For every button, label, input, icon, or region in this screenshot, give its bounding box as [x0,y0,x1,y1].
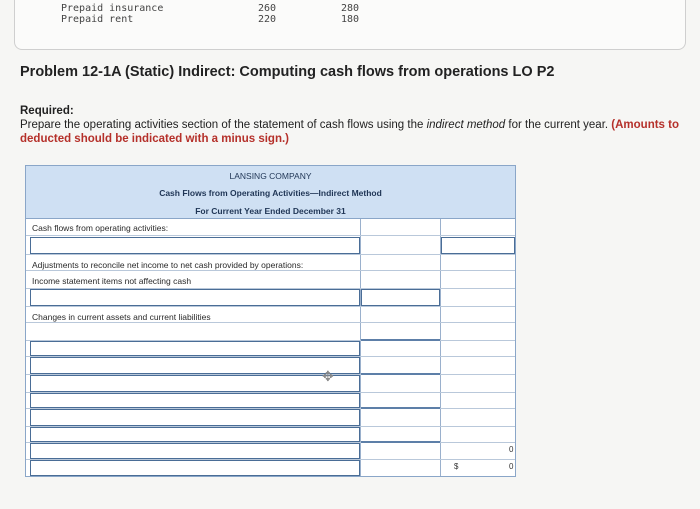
net-income-label-input[interactable] [30,237,360,254]
row-divider [26,235,515,236]
move-cursor-icon: ✥ [322,368,334,384]
cell-underline [361,373,440,375]
snippet-value: 220 [258,14,277,25]
column-divider [360,219,361,476]
dollar-sign: $ [454,462,459,471]
previous-data-snippet [14,0,686,50]
instructions [20,118,700,146]
cell-underline [361,407,440,409]
company-name: LANSING COMPANY [229,171,312,181]
adjustments-label: Adjustments to reconcile net income to net cash provided by operations: [32,260,304,270]
instruction-text: Prepare the operating activities section of the statement of cash flows using the [20,119,427,131]
required-label: Required: [20,105,74,117]
change-item-input[interactable] [30,341,360,356]
change-item-input[interactable] [30,375,360,392]
statement-period: For Current Year Ended December 31 [195,206,346,216]
total-adjustments-value: 0 [509,445,514,454]
row-divider [26,254,515,255]
instruction-warning: (Amounts to [611,119,680,131]
snippet-row-label: Prepaid rent [61,14,134,25]
statement-header [26,166,515,219]
change-item-input[interactable] [30,409,360,426]
cash-flows-label: Cash flows from operating activities: [32,223,169,233]
row-divider [26,306,515,307]
column-divider [440,219,441,476]
snippet-row-label: Prepaid insurance [61,3,164,14]
cell-underline [361,441,440,443]
income-item-amount-input[interactable] [361,289,440,306]
changes-label: Changes in current assets and current liabilities [32,312,211,322]
income-items-label: Income statement items not affecting cash [32,276,192,286]
net-cash-value: 0 [509,462,514,471]
net-cash-label-input[interactable] [30,460,360,476]
income-item-input[interactable] [30,289,360,306]
change-item-input[interactable] [30,357,360,374]
snippet-value: 280 [341,3,360,14]
cell-underline [361,339,440,341]
problem-title: Problem 12-1A (Static) Indirect: Computing cash flows from operations LO P2 [20,64,555,80]
snippet-value: 260 [258,3,277,14]
snippet-value: 180 [341,14,360,25]
change-item-input[interactable] [30,393,360,408]
row-divider [26,322,515,323]
total-adjustments-input[interactable] [30,443,360,459]
instruction-warning: deducted should be indicated with a minus sign.) [20,133,289,145]
instruction-text: for the current year. [505,119,612,131]
instruction-italic: indirect method [426,119,506,131]
cash-flow-statement [25,165,516,477]
row-divider [26,270,515,271]
change-item-input[interactable] [30,427,360,442]
net-income-amount-input[interactable] [441,237,515,254]
statement-heading: Cash Flows from Operating Activities—Indirect Method [159,188,382,198]
